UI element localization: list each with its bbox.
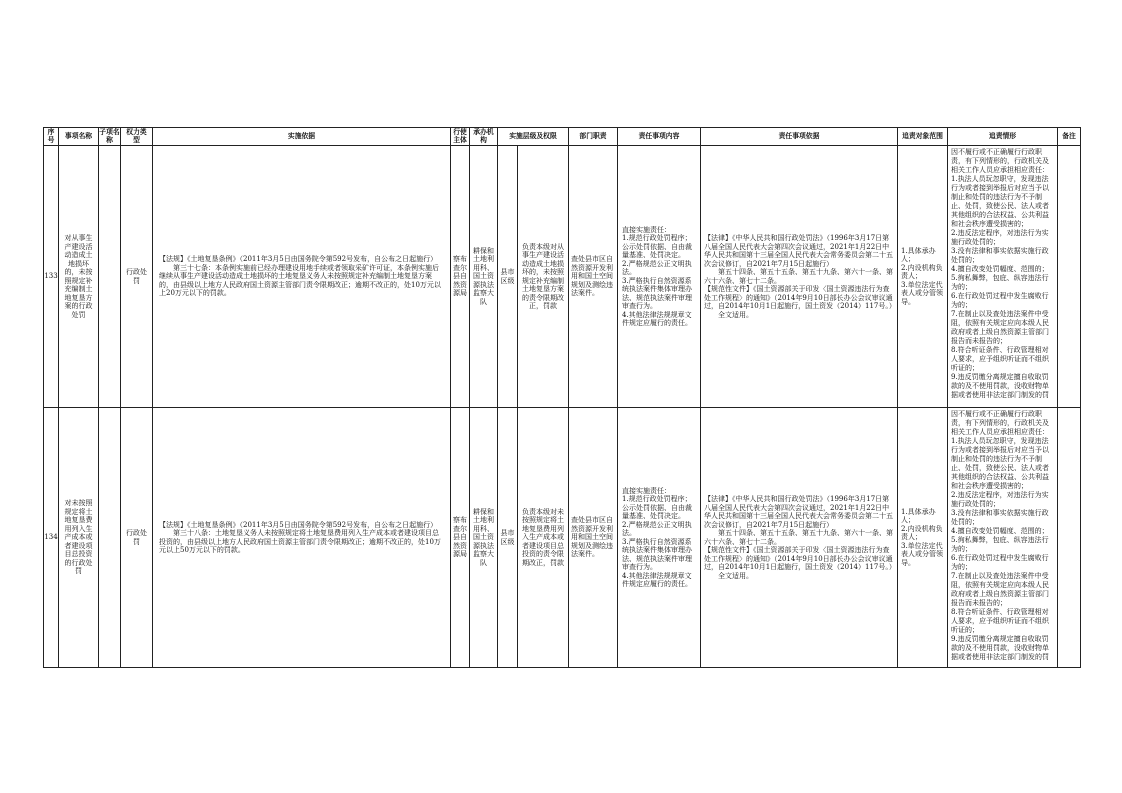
resp-basis-scope: 全文适用。 — [718, 310, 753, 319]
power-type-cell: 行政处罚 — [121, 408, 153, 668]
header-power-type: 权力类型 — [121, 128, 153, 146]
circumstance-item: 7.在制止以及查处违法案件中受阻，依照有关规定应向本级人民政府或者上级自然资源主管部门报告而未报告的； — [951, 572, 1049, 607]
basis-article: 第三十七条：本条例实施前已经办理建设用地手续或者领取采矿许可证，本条例实施后继续从事生产建设活动造成土地损坏的土地复垦义务人未按照规定补充编制土地复垦方案的，由县级以上地方人民政府国土资源主管部门责令限期改正；逾期不改正的，处10万元以上20万元以下的罚款。 — [159, 263, 441, 298]
basis-source: 【法规】《土地复垦条例》（2011年3月5日由国务院令第592号发布，自公布之日起施行） — [159, 520, 438, 529]
header-circumstances: 追责情形 — [948, 128, 1058, 146]
power-type-cell: 行政处罚 — [121, 146, 153, 408]
header-resp-content: 责任事项内容 — [618, 128, 701, 146]
subject-cell: 察布查尔县自然资源局 — [451, 146, 470, 408]
header-subject: 行使主体 — [451, 128, 470, 146]
circumstance-item: 9.违反罚缴分离规定擅自收取罚款的及不使用罚款，没收财物单据或者使用非法定部门制发的罚 — [951, 635, 1049, 661]
remarks-cell — [1058, 408, 1081, 668]
resp-content-item: 4.其他法律法规规章文件规定应履行的责任。 — [622, 310, 692, 327]
resp-content-cell — [618, 408, 701, 668]
resp-content-item: 1.规范行政处罚程序；公示处罚依据、自由裁量基准、处罚决定。 — [622, 495, 692, 520]
resp-content-item: 2.严格规范公正文明执法。 — [622, 259, 692, 276]
circumstance-item: 8.符合听证条件、行政管理相对人要求，应予组织听证而不组织听证的； — [951, 608, 1049, 634]
resp-content-cell — [618, 146, 701, 408]
resp-basis-articles: 第五十四条、第五十五条、第五十九条、第六十一条、第六十六条、第七十二条。 — [704, 268, 893, 285]
circumstance-item: 5.徇私舞弊，包庇、纵容违法行为的； — [951, 536, 1049, 553]
accountable-item: 2.内设机构负责人； — [901, 263, 943, 281]
authority-cell: 负责本级对未按照规定将土地复垦费用列入生产成本或者建设项目总投资的责令限期改正，罚款 — [518, 408, 569, 668]
power-list-table — [43, 127, 1081, 668]
circumstance-item: 7.在制止以及查处违法案件中受阻，依照有关规定应向本级人民政府或者上级自然资源主管部门报告而未报告的； — [951, 310, 1049, 345]
circumstance-item: 2.违反法定程序，对违法行为实施行政处罚的； — [951, 229, 1049, 246]
level-cell: 县市区级 — [498, 146, 518, 408]
subject-cell: 察布查尔县自然资源局 — [451, 408, 470, 668]
circumstance-item: 5.徇私舞弊，包庇、纵容违法行为的； — [951, 274, 1049, 291]
duty-cell: 查处县市区自然资源开发利用和国土空间规划及测绘违法案件。 — [569, 408, 618, 668]
undertaker-cell: 耕保和土地利用科、国土资源执法监察大队 — [470, 408, 498, 668]
resp-basis-normative-doc: 【规范性文件】《国土资源部关于印发〈国土资源违法行为查处工作规程〉的通知》（2014年9月10日部长办公会议审议通过，自2014年10月1日起施行，国土资发（2014）117号。） — [704, 285, 896, 310]
circumstances-cell — [948, 146, 1058, 408]
resp-content-item: 1.规范行政处罚程序；公示处罚依据、自由裁量基准、处罚决定。 — [622, 234, 692, 259]
header-accountable: 追责对象范围 — [898, 128, 948, 146]
accountable-item: 3.单位法定代表人或分管领导。 — [901, 280, 943, 306]
resp-content-item: 2.严格规范公正文明执法。 — [622, 520, 692, 537]
circumstance-item: 3.没有法律和事实依据实施行政处罚的； — [951, 247, 1049, 264]
header-basis: 实施依据 — [153, 128, 451, 146]
accountable-item: 2.内设机构负责人； — [901, 524, 943, 542]
duty-cell: 查处县市区自然资源开发利用和国土空间规划及测绘违法案件。 — [569, 146, 618, 408]
header-remarks: 备注 — [1058, 128, 1081, 146]
circumstance-item: 6.在行政处罚过程中发生腐败行为的； — [951, 292, 1049, 309]
sub-item-cell — [99, 408, 121, 668]
level-cell: 县市区级 — [498, 408, 518, 668]
accountable-item: 3.单位法定代表人或分管领导。 — [901, 541, 943, 567]
resp-content-item: 直接实施责任： — [622, 225, 671, 234]
circumstance-item: 1.执法人员玩忽职守，发现违法行为或者接到举报后对应当予以制止和处罚的违法行为不予制止、处罚，致使公民、法人或者其他组织的合法权益、公共利益和社会秩序遭受损害的； — [951, 437, 1049, 490]
seq-cell: 133 — [44, 146, 59, 408]
circumstances-cell — [948, 408, 1058, 668]
circumstance-item: 9.违反罚缴分离规定擅自收取罚款的及不使用罚款，没收财物单据或者使用非法定部门制发的罚 — [951, 373, 1049, 399]
header-undertaker: 承办机构 — [470, 128, 498, 146]
accountable-cell — [898, 146, 948, 408]
resp-basis-normative-doc: 【规范性文件】《国土资源部关于印发〈国土资源违法行为查处工作规程〉的通知》（2014年9月10日部长办公会议审议通过，自2014年10月1日起施行，国土资发（2014）117号。） — [704, 546, 896, 571]
circumstance-item: 3.没有法律和事实依据实施行政处罚的； — [951, 509, 1049, 526]
resp-content-item: 3.严格执行自然资源系统执法案件集体审理办法、规范执法案件审理审查行为。 — [622, 276, 692, 310]
circumstance-item: 2.违反法定程序，对违法行为实施行政处罚的； — [951, 491, 1049, 508]
sub-item-cell — [99, 146, 121, 408]
resp-content-item: 4.其他法律法规规章文件规定应履行的责任。 — [622, 571, 692, 588]
accountable-item: 1.具体承办人； — [901, 507, 936, 525]
item-name-cell: 对未按照规定将土地复垦费用列入生产成本或者建设项目总投资的行政处罚 — [59, 408, 99, 668]
header-level-authority: 实施层级及权限 — [498, 128, 569, 146]
remarks-cell — [1058, 146, 1081, 408]
basis-source: 【法规】《土地复垦条例》（2011年3月5日由国务院令第592号发布，自公布之日起施行） — [159, 255, 438, 264]
resp-basis-articles: 第五十四条、第五十五条、第五十九条、第六十一条、第六十六条、第七十二条。 — [704, 529, 893, 546]
circumstance-item: 1.执法人员玩忽职守，发现违法行为或者接到举报后对应当予以制止和处罚的违法行为不予制止、处罚，致使公民、法人或者其他组织的合法权益、公共利益和社会秩序遭受损害的； — [951, 175, 1049, 228]
header-seq: 序号 — [44, 128, 59, 146]
item-name-cell: 对从事生产建设活动造成土地损坏的，未按照规定补充编制土地复垦方案的行政处罚 — [59, 146, 99, 408]
circumstance-item: 4.擅自改变处罚幅度、范围的； — [951, 265, 1049, 273]
header-duty: 部门职责 — [569, 128, 618, 146]
circumstance-item: 6.在行政处罚过程中发生腐败行为的； — [951, 554, 1049, 571]
resp-basis-cell — [701, 408, 898, 668]
undertaker-cell: 耕保和土地利用科、国土资源执法监察大队 — [470, 146, 498, 408]
circumstance-item: 因不履行或不正确履行行政职责，有下列情形的，行政机关及相关工作人员应承担相应责任： — [951, 148, 1049, 174]
basis-article: 第三十八条：土地复垦义务人未按照规定将土地复垦费用列入生产成本或者建设项目总投资的，由县级以上地方人民政府国土资源主管部门责令限期改正；逾期不改正的，处10万元以上50万元以下的罚款。 — [159, 529, 441, 554]
circumstance-item: 8.符合听证条件、行政管理相对人要求，应予组织听证而不组织听证的； — [951, 346, 1049, 372]
header-resp-basis: 责任事项依据 — [701, 128, 898, 146]
resp-basis-law: 【法律】《中华人民共和国行政处罚法》（1996年3月17日第八届全国人民代表大会第四次会议通过，2021年1月22日中华人民共和国第十三届全国人民代表大会常务委员会第二十五次会议修订，自2021年7月15日起施行） — [704, 234, 893, 268]
header-sub-item: 子项名称 — [99, 128, 121, 146]
circumstance-item: 因不履行或不正确履行行政职责，有下列情形的，行政机关及相关工作人员应承担相应责任： — [951, 410, 1049, 436]
basis-cell — [153, 408, 451, 668]
accountable-item: 1.具体承办人； — [901, 246, 936, 264]
resp-basis-law: 【法律】《中华人民共和国行政处罚法》（1996年3月17日第八届全国人民代表大会第四次会议通过，2021年1月22日中华人民共和国第十三届全国人民代表大会常务委员会第二十五次会议修订，自2021年7月15日起施行） — [704, 495, 893, 529]
header-item-name: 事项名称 — [59, 128, 99, 146]
resp-basis-scope: 全文适用。 — [718, 571, 753, 580]
resp-basis-cell — [701, 146, 898, 408]
basis-cell — [153, 146, 451, 408]
authority-cell: 负责本级对从事生产建设活动造成土地损坏的，未按照规定补充编制土地复垦方案的责令限期改正，罚款 — [518, 146, 569, 408]
circumstance-item: 4.擅自改变处罚幅度、范围的； — [951, 527, 1049, 535]
seq-cell: 134 — [44, 408, 59, 668]
resp-content-item: 直接实施责任： — [622, 486, 671, 495]
accountable-cell — [898, 408, 948, 668]
resp-content-item: 3.严格执行自然资源系统执法案件集体审理办法、规范执法案件审理审查行为。 — [622, 537, 692, 571]
